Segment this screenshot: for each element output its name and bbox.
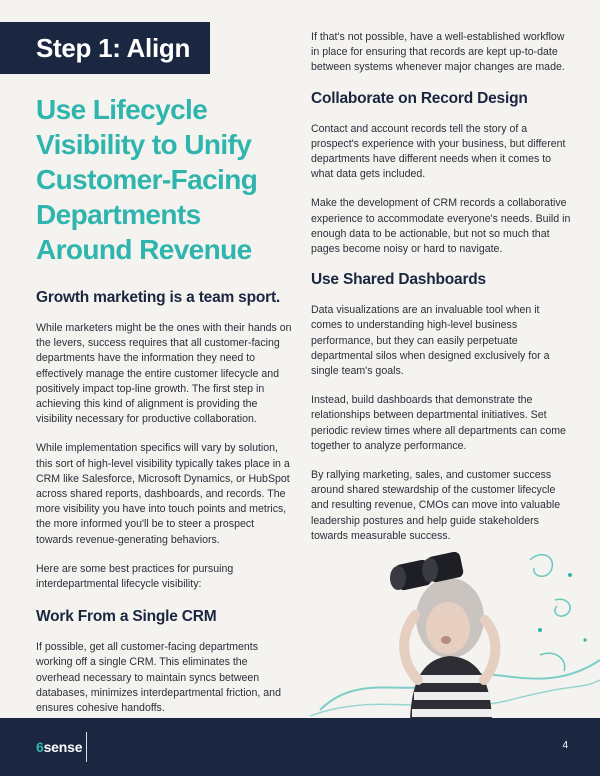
- section-banner: [0, 22, 210, 74]
- footer-divider: [86, 732, 87, 762]
- paragraph: Data visualizations are an invaluable tool when it comes to understanding high-level business performance, but they can easily perpetuate departmental silos when designed exclusively for a single team's goals.: [311, 304, 550, 378]
- paragraph: While implementation specifics will vary by solution, this sort of high-level visibility typically takes place in a CRM like Salesforce, Microsoft Dynamics, or HubSpot across shared reports, dashboards, and records. The more visibility you have into touch points and metrics, the more informed you'll be to steer a prospect towards revenue-generating behaviors.: [36, 442, 290, 546]
- page-title: Use Lifecycle Visibility to Unify Customer-Facing Departments Around Revenue: [36, 94, 258, 265]
- binoculars-illustration: [300, 540, 600, 720]
- page-number: 4: [562, 740, 568, 751]
- paragraph: Instead, build dashboards that demonstrate the relationships between departmental initiatives. Set periodic review times where all departments can come together to analyze performance.: [311, 394, 566, 452]
- logo-six: 6: [36, 739, 44, 755]
- paragraph: Here are some best practices for pursuing interdepartmental lifecycle visibility:: [36, 562, 234, 591]
- heading-record: Collaborate on Record Design: [311, 89, 528, 107]
- left-column: [36, 88, 294, 716]
- heading-growth: Growth marketing is a team sport.: [36, 289, 281, 306]
- banner-title: Step 1: Align: [36, 33, 191, 63]
- logo-word: sense: [43, 739, 83, 755]
- footer-bar: [0, 718, 600, 776]
- company-logo: [36, 739, 82, 755]
- paragraph: Contact and account records tell the story of a prospect's experience with your business, but different departments have different needs when it comes to what data gets included.: [311, 122, 566, 181]
- paragraph: If possible, get all customer-facing departments working off a single CRM. This eliminates the overhead necessary to maintain syncs between databases, minimizes interdepartmental friction, and ensures cohesive handoffs.: [36, 641, 281, 715]
- paragraph: Make the development of CRM records a collaborative experience to accommodate everyone's needs. Build in enough data to be actionable, but not so much that pages become noisy or hard to navigate.: [311, 197, 571, 256]
- paragraph: If that's not possible, have a well-established workflow in place for ensuring that records are kept up-to-date between systems whenever major changes are made.: [311, 31, 565, 74]
- heading-dashboards: Use Shared Dashboards: [311, 271, 486, 289]
- paragraph: By rallying marketing, sales, and customer success around shared stewardship of the customer lifecycle and resulting revenue, CMOs can move into valuable leadership postures and help guide stakeholders towards measurable success.: [311, 469, 561, 542]
- heading-crm: Work From a Single CRM: [36, 608, 217, 626]
- paragraph: While marketers might be the ones with their hands on the levers, success requires that all customer-facing departments have the information they need to effectively manage the entire customer lifecycle and positively impact top-line growth. The first step in achieving this kind of alignment is providing the visibility necessary for productive collaboration.: [36, 322, 292, 426]
- right-column: [311, 30, 573, 544]
